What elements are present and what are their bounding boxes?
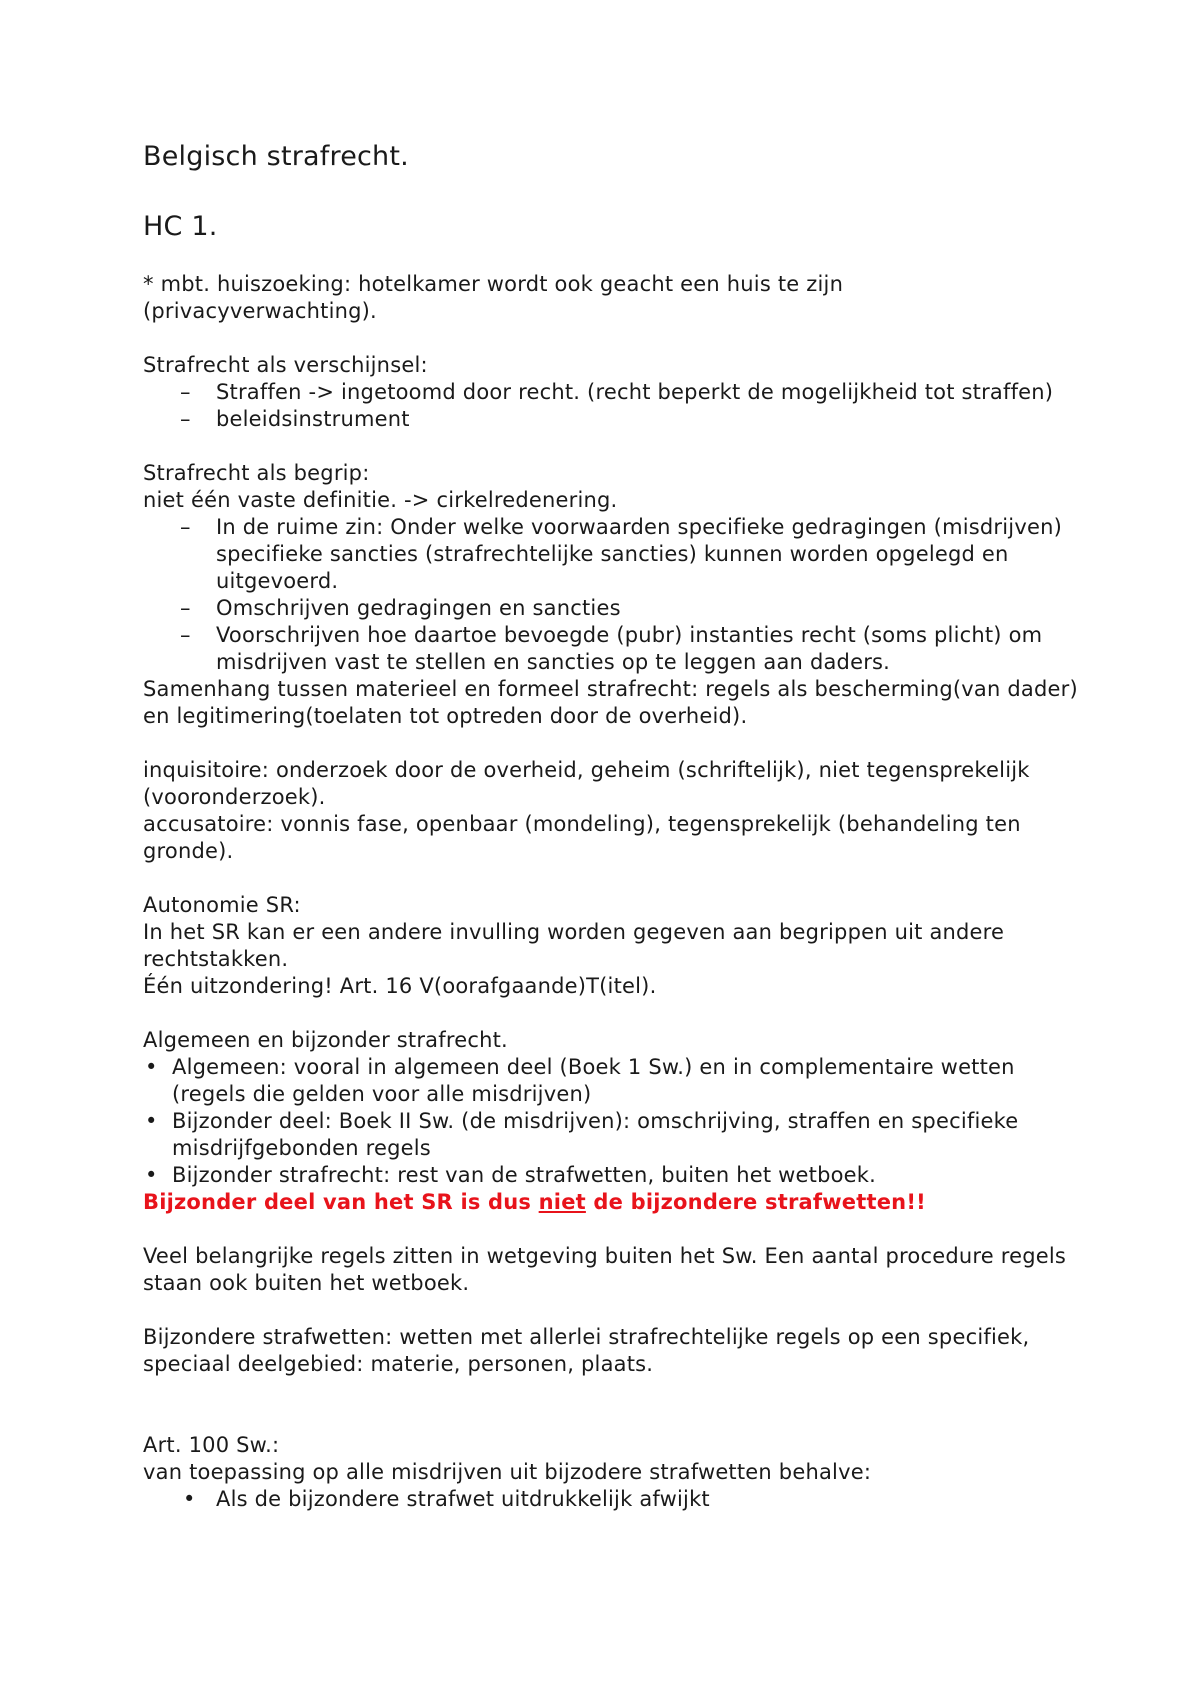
algemeen-list [143, 1054, 1083, 1189]
belangrijk-paragraph: Veel belangrijke regels zitten in wetgeving buiten het Sw. Een aantal procedure regels staan ook buiten het wetboek. [143, 1244, 1067, 1295]
list-item: – Omschrijven gedragingen en sancties [143, 595, 1083, 622]
list-item: • Als de bijzondere strafwet uitdrukkelijk afwijkt [143, 1486, 1083, 1513]
list-item: – Straffen -> ingetoomd door recht. (recht beperkt de mogelijkheid tot straffen) [143, 379, 1083, 406]
note-huiszoeking: * mbt. huiszoeking: hotelkamer wordt ook geacht een huis te zijn (privacyverwachting). [143, 272, 844, 323]
document-title: Belgisch strafrecht. [143, 141, 409, 172]
list-item: • Algemeen: vooral in algemeen deel (Boek 1 Sw.) en in complementaire wetten (regels die gelden voor alle misdrijven) [143, 1054, 1083, 1108]
accusatoire-paragraph: accusatoire: vonnis fase, openbaar (mondeling), tegensprekelijk (behandeling ten gronde). [143, 812, 1021, 863]
list-item: – beleidsinstrument [143, 406, 1083, 433]
verschijnsel-heading: Strafrecht als verschijnsel: [143, 353, 428, 377]
samenhang-paragraph: Samenhang tussen materieel en formeel strafrecht: regels als bescherming(van dader) en legitimering(toelaten tot optreden door de overheid). [143, 677, 1078, 728]
art100-text: van toepassing op alle misdrijven uit bijzodere strafwetten behalve: [143, 1460, 872, 1484]
list-item: • Bijzonder strafrecht: rest van de strafwetten, buiten het wetboek. [143, 1162, 1083, 1189]
autonomie-text: In het SR kan er een andere invulling worden gegeven aan begrippen uit andere rechtstakken. [143, 920, 1005, 971]
art100-heading: Art. 100 Sw.: [143, 1433, 280, 1457]
document-page [143, 140, 1083, 1513]
lecture-heading: HC 1. [143, 211, 218, 242]
emphasis-before: Bijzonder deel van het SR is dus [143, 1190, 539, 1214]
begrip-intro: niet één vaste definitie. -> cirkelredenering. [143, 488, 618, 512]
list-item: – In de ruime zin: Onder welke voorwaarden specifieke gedragingen (misdrijven) specifieke sancties (strafrechtelijke sancties) kunnen worden opgelegd en uitgevoerd. [143, 514, 1083, 595]
begrip-heading: Strafrecht als begrip: [143, 461, 370, 485]
emphasis-after: de bijzondere strafwetten!! [585, 1190, 926, 1214]
emphasis-note [143, 1189, 1083, 1216]
emphasis-underlined: niet [538, 1190, 586, 1214]
autonomie-exception: Één uitzondering! Art. 16 V(oorafgaande)T(itel). [143, 974, 657, 998]
begrip-list [143, 514, 1083, 676]
list-item: – Voorschrijven hoe daartoe bevoegde (pubr) instanties recht (soms plicht) om misdrijven vast te stellen en sancties op te leggen aan daders. [143, 622, 1083, 676]
list-item: • Bijzonder deel: Boek II Sw. (de misdrijven): omschrijving, straffen en specifieke misdrijfgebonden regels [143, 1108, 1083, 1162]
art100-list [143, 1486, 1083, 1513]
algemeen-heading: Algemeen en bijzonder strafrecht. [143, 1028, 508, 1052]
autonomie-heading: Autonomie SR: [143, 893, 301, 917]
verschijnsel-list [143, 379, 1083, 433]
inquisitoire-paragraph: inquisitoire: onderzoek door de overheid, geheim (schriftelijk), niet tegensprekelijk (vooronderzoek). [143, 758, 1030, 809]
bijzondere-strafwetten-paragraph: Bijzondere strafwetten: wetten met allerlei strafrechtelijke regels op een specifiek, speciaal deelgebied: materie, personen, plaats. [143, 1325, 1030, 1376]
